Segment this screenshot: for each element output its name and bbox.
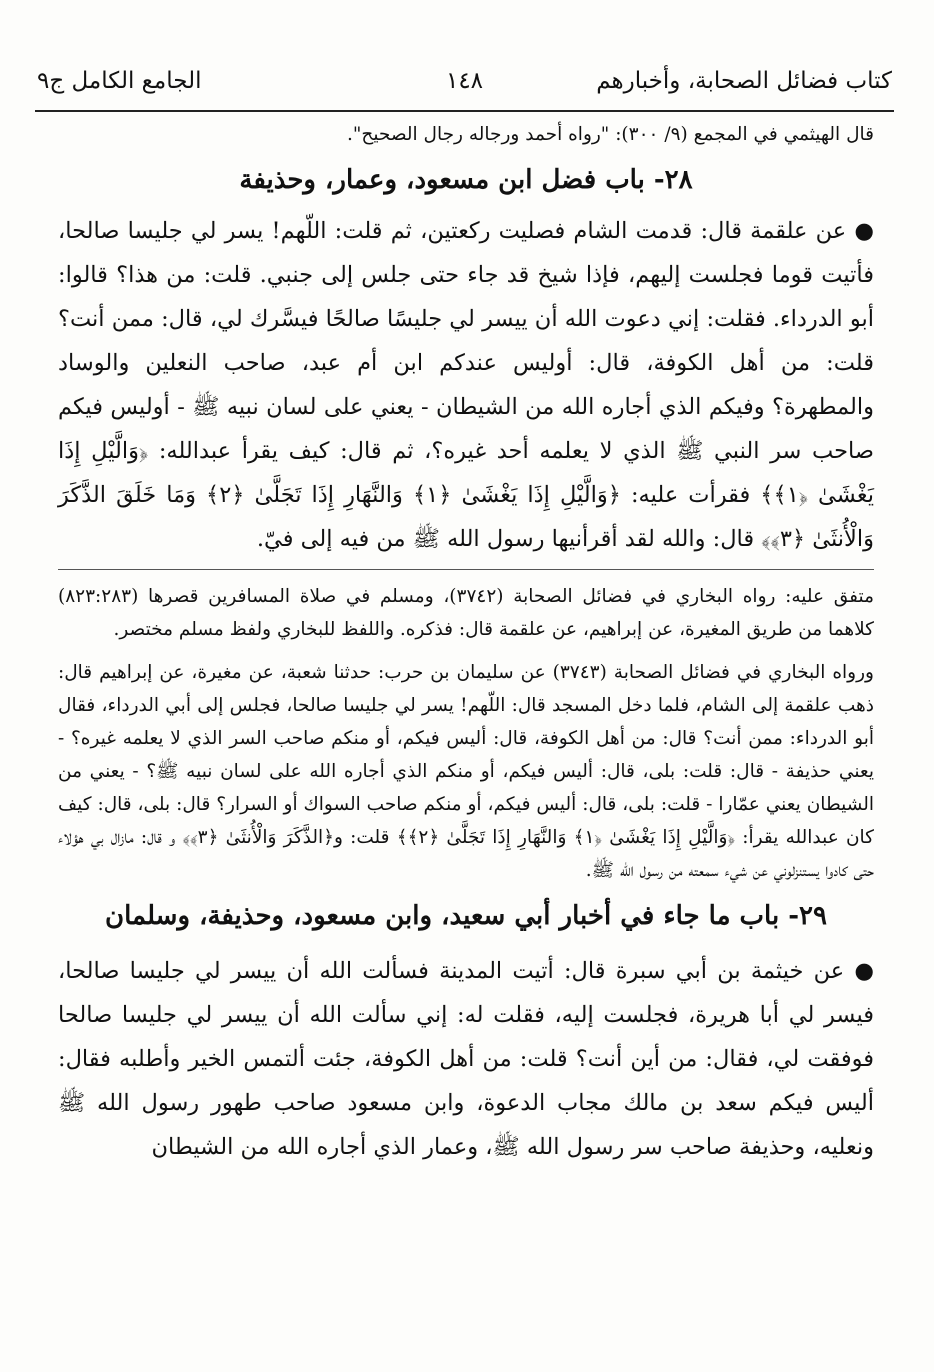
volume-title: الجامع الكامل ج٩: [37, 68, 202, 94]
header-divider: [35, 110, 894, 112]
chapter-heading-29: ٢٩- باب ما جاء في أخبار أبي سعيد، وابن مسعود، وحذيفة، وسلمان: [105, 901, 827, 931]
chapter-heading-28: ٢٨- باب فضل ابن مسعود، وعمار، وحذيفة: [239, 165, 693, 195]
hadith-29: ● عن خيثمة بن أبي سبرة قال: أتيت المدينة فسألت الله أن ييسر لي جليسا صالحا، فيسر لي أبا هريرة، فجلست إليه، فقلت له: إني سألت الله أن ييسر لي جليسا صالحا فوفقت لي، فقال: من أين أنت؟ قلت: من أهل الكوفة، جئت ألتمس الخير وأطلبه فقال: أليس فيكم سعد بن مالك مجاب الدعوة، وابن مسعود صاحب طهور رسول الله ﷺ ونعليه، وحذيفة صاحب سر رسول الله ﷺ، وعمار الذي أجاره الله من الشيطان: [58, 958, 874, 1160]
page-number: ١٤٨: [445, 68, 484, 94]
takhrij-note-1: متفق عليه: رواه البخاري في فضائل الصحابة (٣٧٤٢)، ومسلم في صلاة المسافرين قصرها (٨٢٣:٢٨٣) كلاهما من طريق المغيرة، عن إبراهيم، عن علقمة قال: فذكره. واللفظ للبخاري ولفظ مسلم مختصر.: [58, 586, 874, 640]
takhrij-note-2: ورواه البخاري في فضائل الصحابة (٣٧٤٣) عن سليمان بن حرب: حدثنا شعبة، عن مغيرة، عن إبراهيم قال: ذهب علقمة إلى الشام، فلما دخل المسجد قال: اللّهم! يسر لي جليسا صالحا، فجلس إلى أبي الدرداء، فقال أبو الدرداء: ممن أنت؟ قال: من أهل الكوفة، قال: أليس فيكم، أو منكم صاحب السر الذي لا يعلمه غيره؟ - يعني حذيفة - قال: قلت: بلى، قال: أليس فيكم، أو منكم الذي أجاره الله على لسان نبيه ﷺ؟ - يعني من الشيطان يعني عمّارا - قلت: بلى، قال: أليس فيكم، أو منكم صاحب السواك أو السرار؟ قال: بلى، قال: كيف كان عبدالله يقرأ: ﴿وَالَّيْلِ إِذَا يَغْشَىٰ ﴿١﴾ وَالنَّهَارِ إِذَا تَجَلَّىٰ ﴿٢﴾﴾ قلت: و﴿الذَّكَرَ وَالْأُنثَىٰ ﴿٣﴾﴾ و قال: مازال بي هؤلاء حتى كادوا يستنزلوني عن شيء سمعته من رسول الله ﷺ.: [58, 662, 874, 881]
hadith-28: ● عن علقمة قال: قدمت الشام فصليت ركعتين، ثم قلت: اللّهم! يسر لي جليسا صالحا، فأتيت قوما فجلست إليهم، فإذا شيخ قد جاء حتى جلس إلى جنبي. قلت: من هذا؟ قالوا: أبو الدرداء. فقلت: إني دعوت الله أن ييسر لي جليسًا صالحًا فيسَّرك لي، قال: ممن أنت؟ قلت: من أهل الكوفة، قال: أوليس عندكم ابن أم عبد، صاحب النعلين والوساد والمطهرة؟ وفيكم الذي أجاره الله من الشيطان - يعني على لسان نبيه ﷺ - أوليس فيكم صاحب سر النبي ﷺ الذي لا يعلمه أحد غيره؟، ثم قال: كيف يقرأ عبدالله: ﴿وَالَّيْلِ إِذَا يَغْشَىٰ ﴿١﴾﴾ فقرأت عليه: ﴿وَالَّيْلِ إِذَا يَغْشَىٰ ﴿١﴾ وَالنَّهَارِ إِذَا تَجَلَّىٰ ﴿٢﴾ وَمَا خَلَقَ الذَّكَرَ وَالْأُنثَىٰ ﴿٣﴾﴾ قال: والله لقد أقرأنيها رسول الله ﷺ من فيه إلى فيّ.: [58, 218, 874, 552]
running-header: [35, 60, 894, 112]
section-divider: [58, 569, 874, 570]
book-section-title: كتاب فضائل الصحابة، وأخبارهم: [596, 68, 892, 94]
page-content: [58, 118, 874, 1169]
intro-note: قال الهيثمي في المجمع (٩/ ٣٠٠): "رواه أحمد ورجاله رجال الصحيح".: [346, 124, 874, 145]
